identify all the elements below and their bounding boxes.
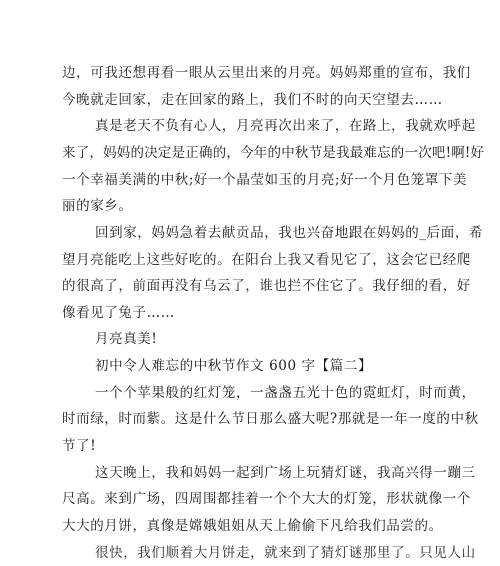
text-line-7: 回到家，妈妈急着去献贡品，我也兴奋地跟在妈妈的_后面，希 [95,225,484,241]
text-line-3: 真是老天不负有心人，月亮再次出来了，在路上，我就欢呼起 [95,118,476,134]
text-line-10: 像看见了兔子…… [62,305,175,321]
text-line-16: 这天晚上，我和妈妈一起到广场上玩猜灯谜，我高兴得一蹦三 [95,465,476,481]
text-line-11: 月亮真美! [95,331,158,347]
text-line-9: 的很高了，前面再没有乌云了，谁也拦不住它了。我仔细的看，好 [62,278,471,294]
text-line-14: 时而绿，时而紫。这是什么节日那么盛大呢?那就是一年一度的中秋 [62,411,479,427]
text-line-18: 大大的月饼，真像是嫦娥姐姐从天上偷偷下凡给我们品尝的。 [62,518,443,534]
text-line-1: 边，可我还想再看一眼从云里出来的月亮。妈妈郑重的宣布，我们 [62,65,471,81]
section-heading: 初中令人难忘的中秋节作文 600 字【篇二】 [95,358,373,374]
text-line-17: 尺高。来到广场，四周围都挂着一个个大大的灯笼，形状就像一个 [62,491,471,507]
text-line-6: 丽的家乡。 [62,198,133,214]
text-line-8: 望月亮能吃上这些好吃的。在阳台上我又看见它了，这会它已经爬 [62,252,471,268]
text-line-15: 节了! [62,438,97,454]
text-line-13: 一个个苹果般的红灯笼，一盏盏五光十色的霓虹灯，时而黄， [95,385,476,401]
text-line-4: 来了，妈妈的决定是正确的，今年的中秋节是我最难忘的一次吧!啊!好 [62,145,485,161]
text-line-5: 一个幸福美满的中秋;好一个晶莹如玉的月亮;好一个月色笼罩下美 [62,172,468,188]
text-line-2: 今晚就走回家，走在回家的路上，我们不时的向天空望去…… [62,92,443,108]
text-line-19: 很快，我们顺着大月饼走，就来到了猜灯谜那里了。只见人山 [95,545,476,561]
